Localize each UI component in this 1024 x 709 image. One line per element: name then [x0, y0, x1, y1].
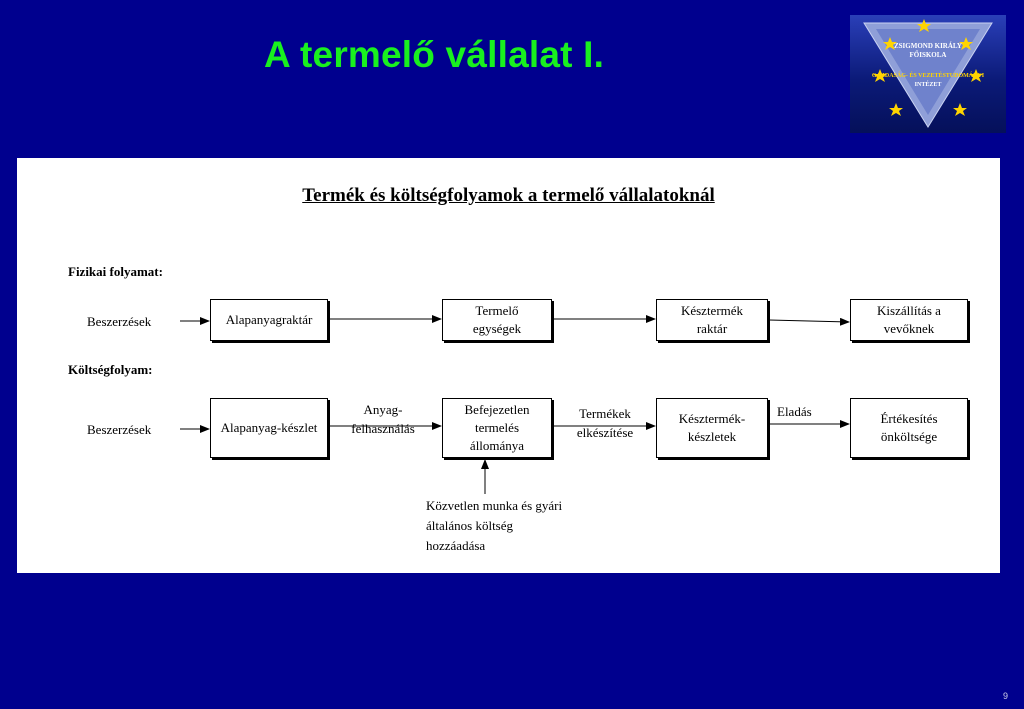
label-eladas: Eladás [777, 404, 812, 419]
box-kesztermek-raktar: Késztermék raktár [656, 299, 768, 341]
box-befejezetlen-termeles: Befejezetlen termelés állománya [442, 398, 552, 458]
slide-title: A termelő vállalat I. [264, 34, 605, 75]
box-alapanyagraktar: Alapanyagraktár [210, 299, 328, 341]
arrow-phys-3 [769, 320, 849, 322]
institution-logo [850, 15, 1006, 133]
box-kesztermek-keszletek: Késztermék-készletek [656, 398, 768, 458]
box-kiszallitas: Kiszállítás a vevőknek [850, 299, 968, 341]
logo-line-2: FŐISKOLA [909, 51, 947, 59]
phys-source: Beszerzések [87, 314, 152, 329]
diagram-title: Termék és költségfolyamok a termelő vállalatoknál [302, 185, 715, 206]
logo-line-1: ZSIGMOND KIRÁLY [893, 42, 962, 50]
label-termekek-elkeszitese: Termékek elkészítése [576, 406, 634, 440]
diagram-panel [17, 158, 1000, 573]
label-anyag-felhasznalas: Anyag-felhasználás [351, 402, 415, 436]
logo-line-3: GAZDASÁG- ÉS VEZETÉSTUDOMÁNYI [871, 73, 985, 79]
physical-flow-label: Fizikai folyamat: [68, 264, 163, 279]
cost-flow-label: Költségfolyam: [68, 362, 153, 377]
page-number: 9 [1002, 691, 1008, 701]
input-note: Közvetlen munka és gyári általános költség hozzáadása [426, 498, 563, 553]
box-ertekesites-onkoltseg: Értékesítés önköltsége [850, 398, 968, 458]
cost-source: Beszerzések [87, 422, 152, 437]
box-termelo-egysegek: Termelő egységek [442, 299, 552, 341]
box-alapanyag-keszlet: Alapanyag-készlet [210, 398, 328, 458]
logo-line-4: INTÉZET [914, 82, 942, 88]
